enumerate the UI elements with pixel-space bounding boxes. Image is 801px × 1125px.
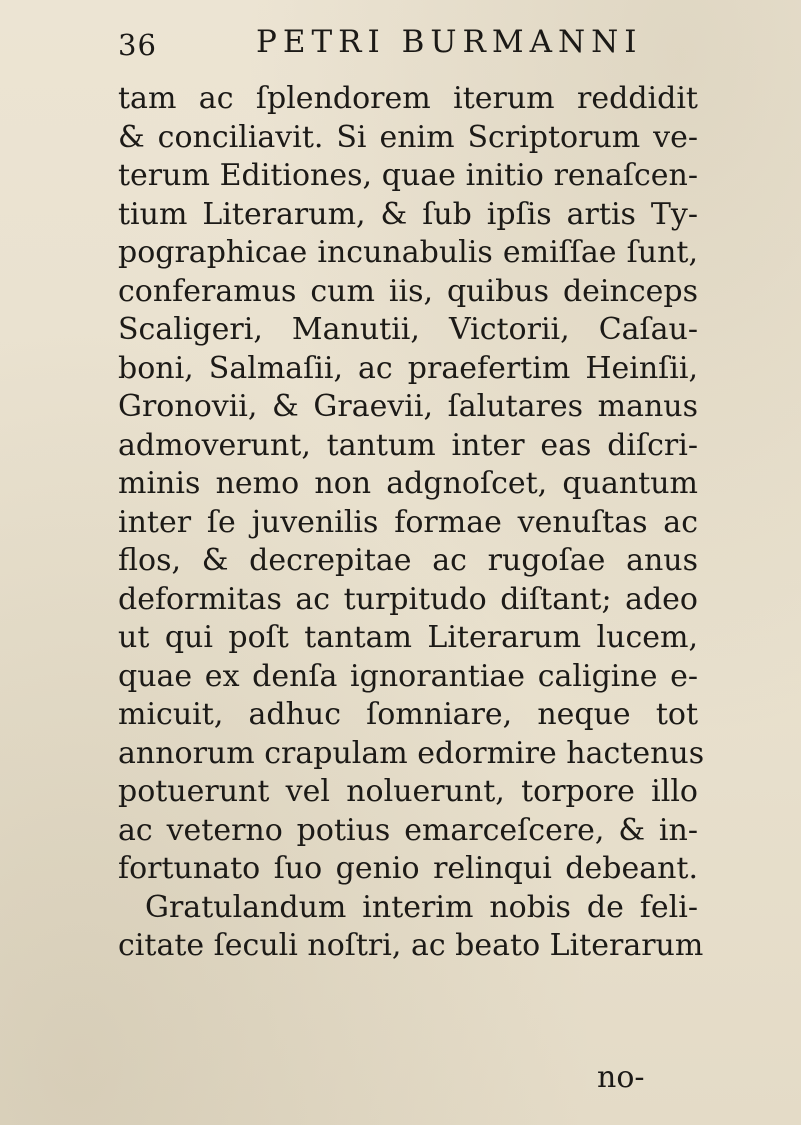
text-line: inter ſe juvenilis formae venuſtas ac [118,504,698,540]
text-line: & conciliavit. Si enim Scriptorum ve- [118,119,698,155]
running-head: PETRI BURMANNI [256,24,643,60]
text-line: tium Literarum, & ſub ipſis artis Ty- [118,196,698,232]
text-line: Scaligeri, Manutii, Victorii, Caſau- [118,312,698,347]
page-number: 36 [118,28,157,62]
text-line: tam ac ſplendorem iterum reddidit [118,81,698,116]
text-line: potuerunt vel noluerunt, torpore illo [118,774,698,809]
text-line: conferamus cum iis, quibus deinceps [118,273,698,309]
text-line: fortunato ſuo genio relinqui debeant. [118,851,698,886]
text-line: terum Editiones, quae initio renaſcen- [118,158,698,193]
text-line: annorum crapulam edormire hactenus [118,735,705,771]
text-line: deformitas ac turpitudo diſtant; adeo [118,581,698,617]
text-line: micuit, adhuc ſomniare, neque tot [118,697,698,732]
text-line: Gratulandum interim nobis de feli- [145,889,698,925]
text-line: Gronovii, & Graevii, ſalutares manus [118,389,698,424]
page-header [118,24,678,74]
text-line: ac veterno potius emarceſcere, & in- [118,812,698,848]
text-line: quae ex denſa ignorantiae caligine e- [118,658,698,694]
text-line: boni, Salmaſii, ac praefertim Heinſii, [118,350,698,386]
text-line: flos, & decrepitae ac rugoſae anus [118,543,698,578]
text-line: citate ſeculi noſtri, ac beato Literarum [118,928,704,963]
text-line: ut qui poſt tantam Literarum lucem, [118,620,698,655]
text-line: pographicae incunabulis emiſſae ſunt, [118,235,698,270]
text-line: minis nemo non adgnoſcet, quantum [118,466,698,501]
body-text [118,80,705,966]
catchword: no- [597,1060,645,1095]
text-line: admoverunt, tantum inter eas diſcri- [118,427,698,463]
